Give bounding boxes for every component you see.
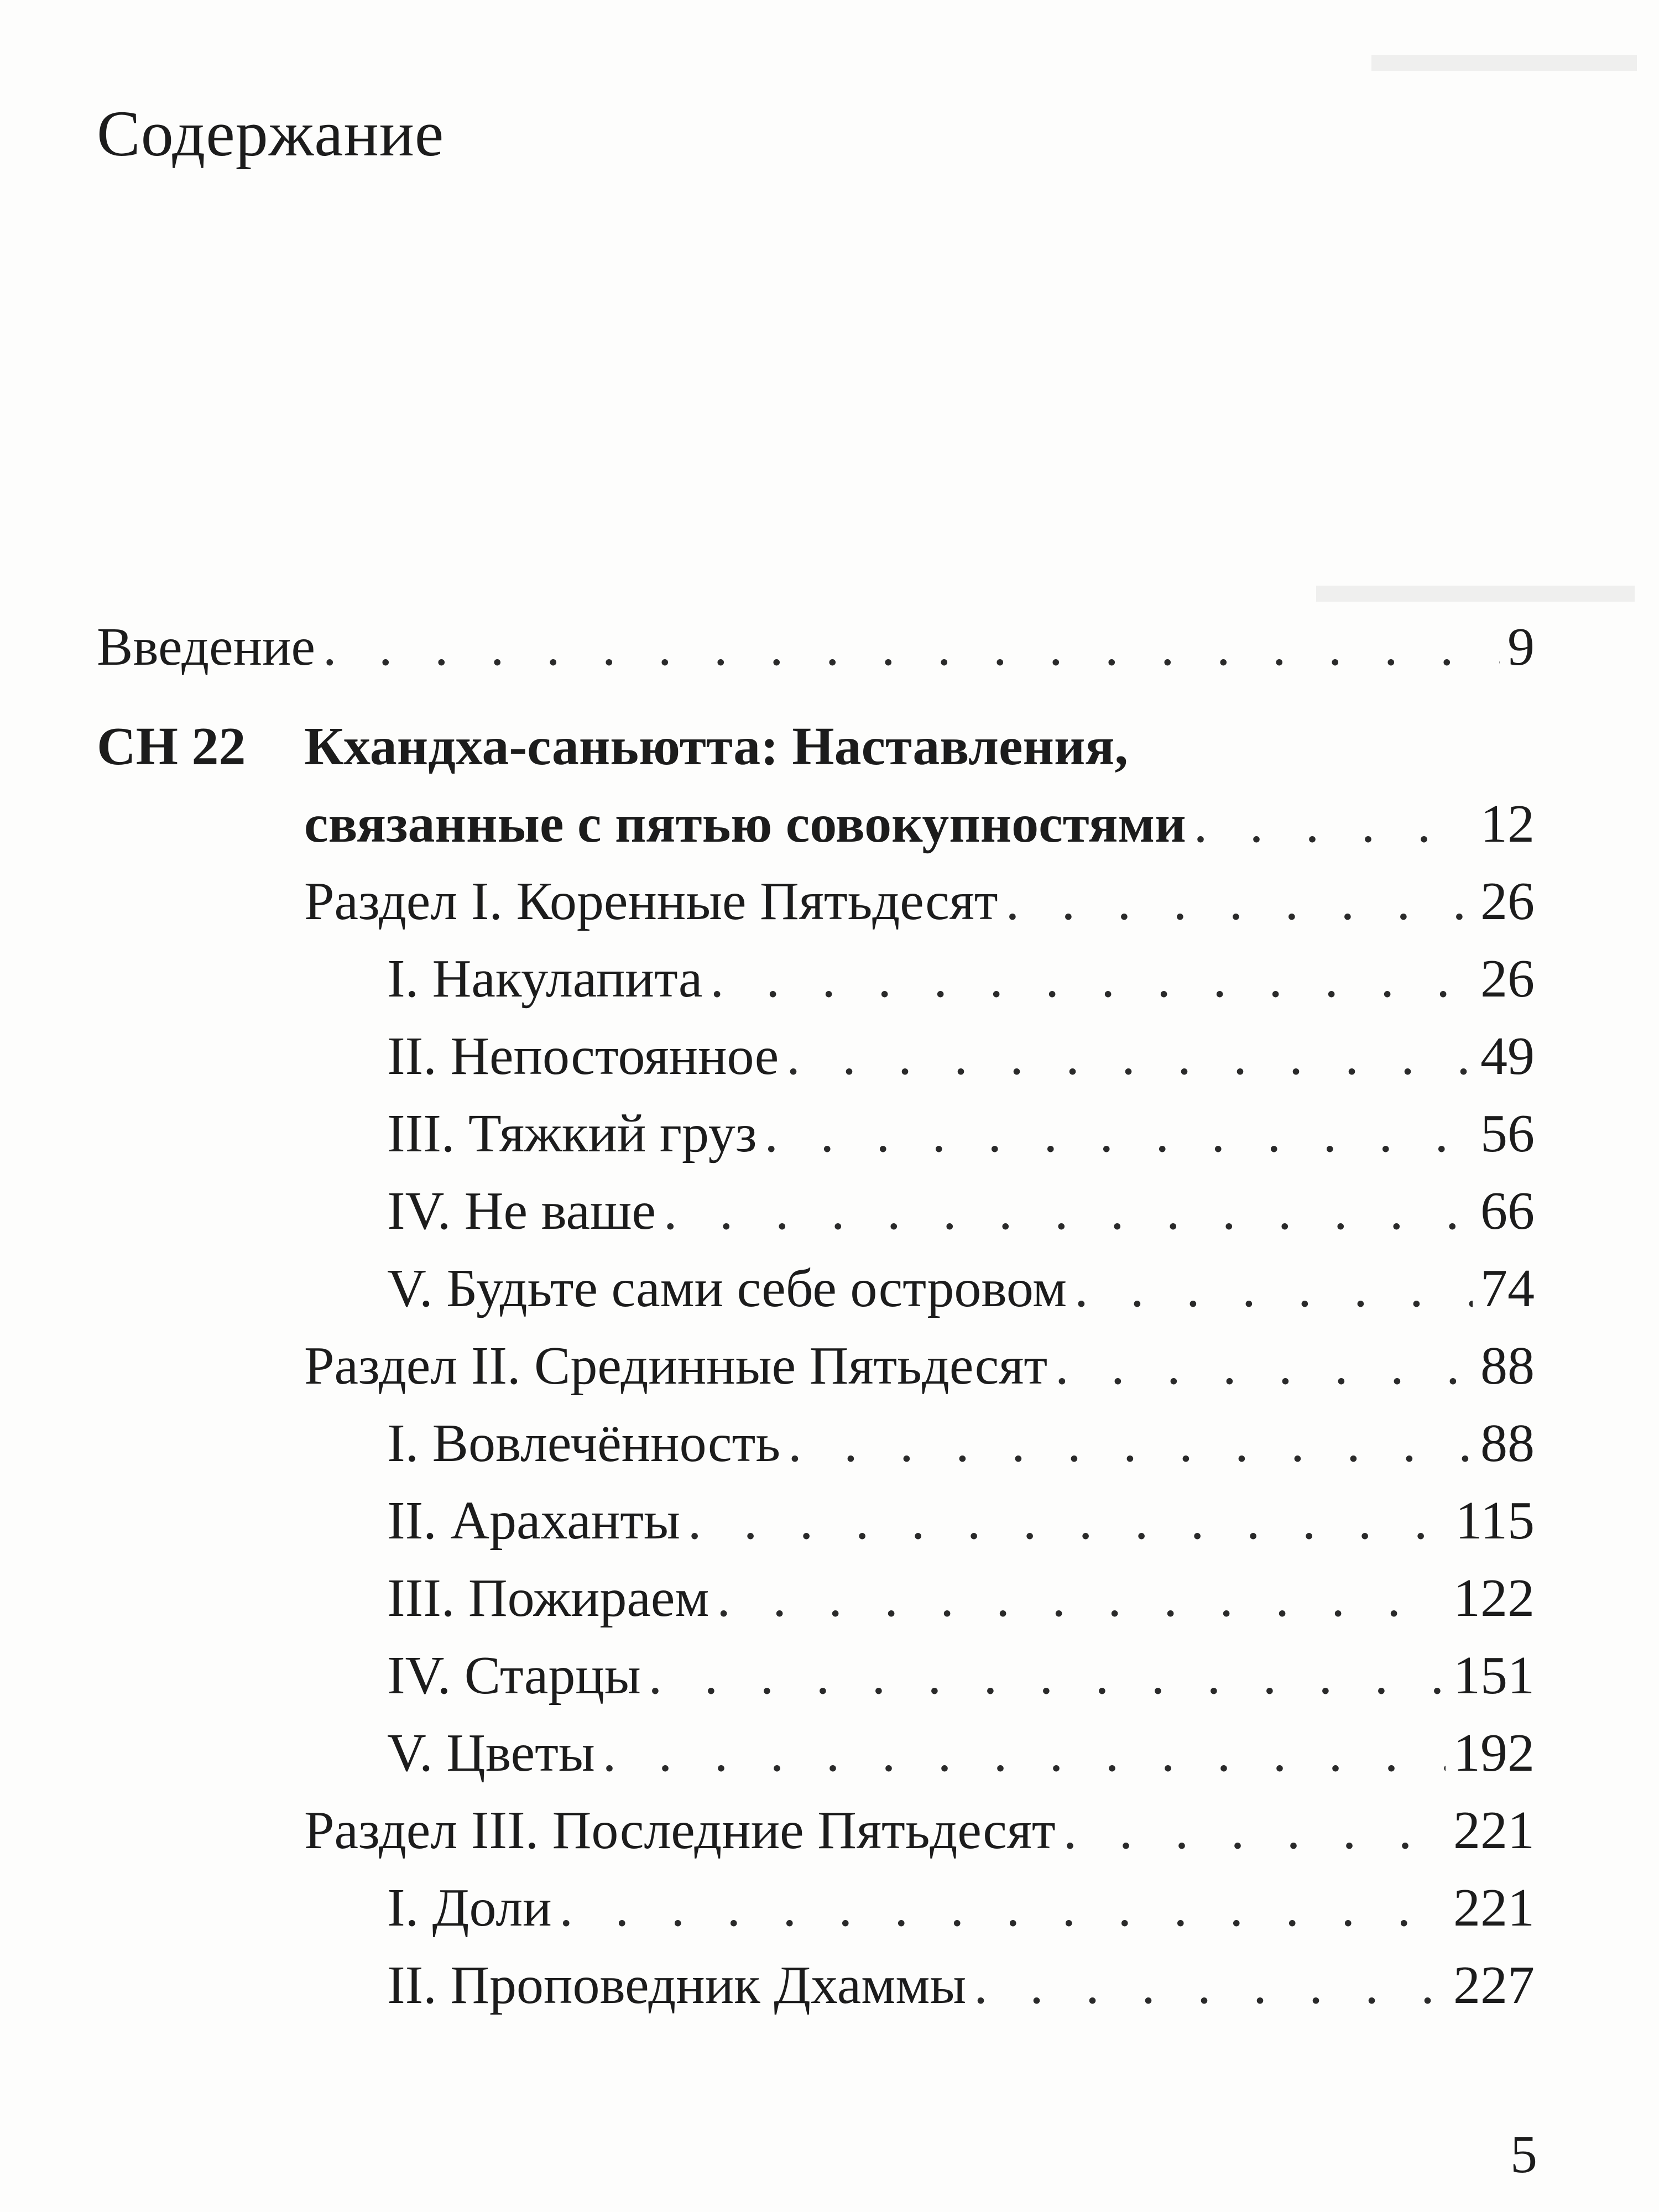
leader-dots xyxy=(974,1947,1446,2024)
toc-entry-label: Введение xyxy=(97,617,316,677)
toc-entry-label: V. Цветы xyxy=(387,1723,595,1783)
toc-entry-label: III. Тяжкий груз xyxy=(387,1104,757,1164)
page-number: 5 xyxy=(1510,2125,1537,2184)
toc-entry-label: I. Вовлечённость xyxy=(387,1413,781,1473)
toc-entry-subsection[interactable] xyxy=(387,1405,1535,1482)
chapter-title-text: Кхандха-саньютта: Наставления, xyxy=(304,717,1128,776)
toc-entry-page: 221 xyxy=(1453,1801,1535,1860)
show-through-decoration: ▬▬▬▬▬ xyxy=(1371,23,1637,82)
chapter-title-text: связанные с пятью совокупностями xyxy=(304,794,1186,854)
toc-entry-label: II. Араханты xyxy=(387,1491,680,1551)
toc-entry-label: IV. Старцы xyxy=(387,1646,641,1705)
leader-dots xyxy=(788,1405,1473,1482)
toc-entry-page: 49 xyxy=(1480,1026,1535,1086)
leader-dots xyxy=(717,1559,1446,1637)
leader-dots xyxy=(649,1637,1446,1714)
leader-dots xyxy=(1194,785,1473,863)
toc-entry-subsection[interactable] xyxy=(387,1095,1535,1172)
toc-entry-label: Раздел II. Срединные Пятьдесят xyxy=(304,1336,1048,1396)
leader-dots xyxy=(1074,1250,1473,1327)
leader-dots xyxy=(786,1018,1473,1095)
toc-entry-page: 192 xyxy=(1453,1723,1535,1783)
toc-entry-page: 88 xyxy=(1480,1413,1535,1473)
toc-entry-page: 221 xyxy=(1453,1878,1535,1938)
toc-entry-label: II. Проповедник Дхаммы xyxy=(387,1955,967,2015)
leader-dots xyxy=(664,1172,1473,1250)
leader-dots xyxy=(688,1482,1448,1559)
toc-entry-label: III. Пожираем xyxy=(387,1568,709,1628)
toc-entry-page: 26 xyxy=(1480,949,1535,1009)
toc-entry-subsection[interactable] xyxy=(387,1482,1535,1559)
toc-entry-subsection[interactable] xyxy=(387,1869,1535,1947)
toc-entry-page: 122 xyxy=(1453,1568,1535,1628)
page-title: Содержание xyxy=(97,97,445,170)
toc-entry-page: 227 xyxy=(1453,1955,1535,2015)
toc-entry-subsection[interactable] xyxy=(387,1018,1535,1095)
leader-dots xyxy=(560,1869,1446,1947)
toc-entry-label: IV. Не ваше xyxy=(387,1181,656,1241)
toc-entry-page: 26 xyxy=(1480,872,1535,931)
toc-entry-label: I. Накулапита xyxy=(387,949,703,1009)
toc-entry-page: 66 xyxy=(1480,1181,1535,1241)
toc-entry-label: V. Будьте сами себе островом xyxy=(387,1259,1067,1318)
toc-entry-section[interactable] xyxy=(304,1792,1535,1869)
toc-entry-subsection[interactable] xyxy=(387,1559,1535,1637)
chapter-code: СН 22 xyxy=(97,717,246,776)
toc-entry-label: II. Непостоянное xyxy=(387,1026,779,1086)
leader-dots xyxy=(603,1714,1446,1792)
leader-dots xyxy=(710,940,1473,1018)
toc-entry-subsection[interactable] xyxy=(387,1250,1535,1327)
toc-entry-subsection[interactable] xyxy=(387,940,1535,1018)
toc-entry-section[interactable] xyxy=(304,1327,1535,1405)
toc-entry-page: 12 xyxy=(1480,794,1535,854)
toc-entry-introduction[interactable] xyxy=(97,608,1535,686)
toc-entry-subsection[interactable] xyxy=(387,1947,1535,2024)
toc-entry-chapter[interactable] xyxy=(304,785,1535,863)
toc-entry-page: 56 xyxy=(1480,1104,1535,1164)
toc-entry-subsection[interactable] xyxy=(387,1637,1535,1714)
toc-entry-label: Раздел I. Коренные Пятьдесят xyxy=(304,872,998,931)
leader-dots xyxy=(323,608,1500,686)
show-through-decoration: ▬▬▬▬▬▬ xyxy=(1316,554,1635,613)
leader-dots xyxy=(1055,1327,1473,1405)
toc-entry-subsection[interactable] xyxy=(387,1714,1535,1792)
leader-dots xyxy=(1006,863,1473,940)
toc-entry-subsection[interactable] xyxy=(387,1172,1535,1250)
toc-entry-page: 9 xyxy=(1507,617,1535,677)
leader-dots xyxy=(764,1095,1473,1172)
toc-entry-page: 88 xyxy=(1480,1336,1535,1396)
toc-entry-page: 151 xyxy=(1453,1646,1535,1705)
toc-entry-label: I. Доли xyxy=(387,1878,552,1938)
toc-entry-label: Раздел III. Последние Пятьдесят xyxy=(304,1801,1056,1860)
toc-entry-page: 74 xyxy=(1480,1259,1535,1318)
chapter-title-line-1[interactable] xyxy=(304,708,1535,785)
toc-entry-page: 115 xyxy=(1455,1491,1535,1551)
toc-entry-section[interactable] xyxy=(304,863,1535,940)
leader-dots xyxy=(1063,1792,1446,1869)
